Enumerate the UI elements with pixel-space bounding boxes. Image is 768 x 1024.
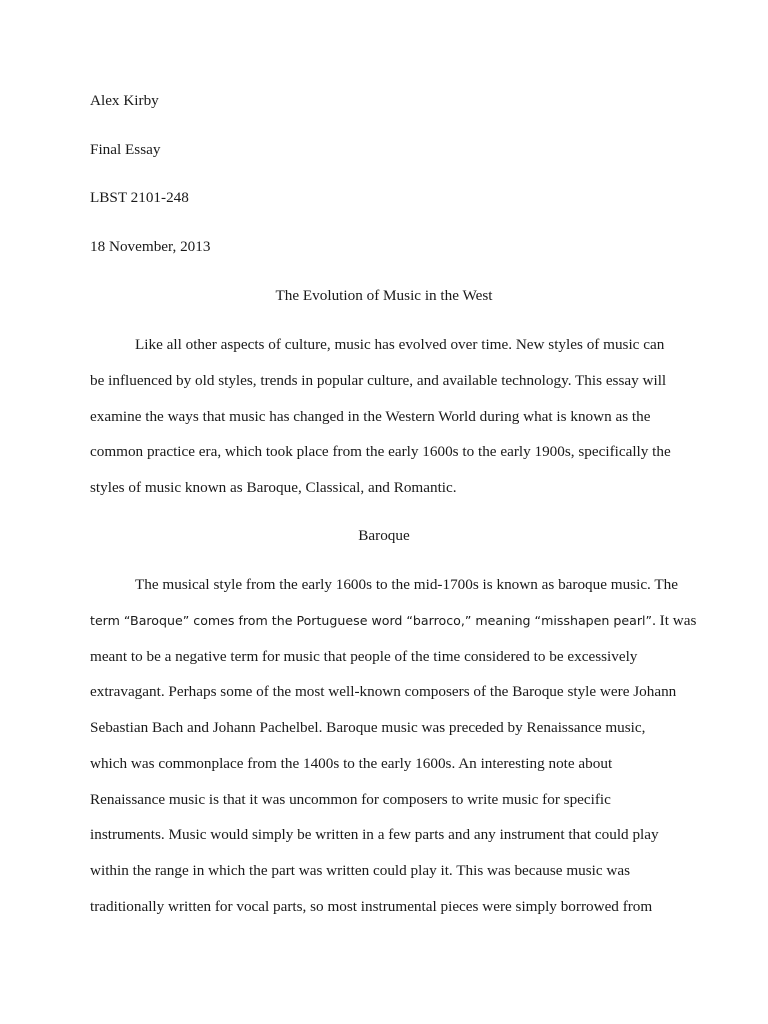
baroque-line: extravagant. Perhaps some of the most well-known composers of the Baroque style were Johann	[90, 683, 677, 700]
intro-line: styles of music known as Baroque, Classical, and Romantic.	[90, 479, 457, 496]
baroque-line-mixed-font	[90, 611, 696, 631]
baroque-line: which was commonplace from the 1400s to the early 1600s. An interesting note about	[90, 755, 613, 772]
intro-line: Like all other aspects of culture, music has evolved over time. New styles of music can	[135, 336, 665, 353]
baroque-line: meant to be a negative term for music that people of the time considered to be excessively	[90, 648, 638, 665]
section-heading-baroque: Baroque	[358, 527, 410, 544]
baroque-line: instruments. Music would simply be written in a few parts and any instrument that could play	[90, 826, 659, 843]
course-code: LBST 2101-248	[90, 189, 189, 206]
intro-line: common practice era, which took place from the early 1600s to the early 1900s, specifically the	[90, 443, 671, 460]
baroque-line: The musical style from the early 1600s to the mid-1700s is known as baroque music. The	[135, 576, 678, 593]
baroque-line-continuation: . It was	[652, 612, 697, 629]
intro-line: examine the ways that music has changed in the Western World during what is known as the	[90, 408, 651, 425]
intro-line: be influenced by old styles, trends in popular culture, and available technology. This essay will	[90, 372, 667, 389]
baroque-line: traditionally written for vocal parts, so most instrumental pieces were simply borrowed from	[90, 898, 653, 915]
baroque-line: within the range in which the part was written could play it. This was because music was	[90, 862, 631, 879]
essay-title: The Evolution of Music in the West	[275, 287, 493, 304]
baroque-line: Sebastian Bach and Johann Pachelbel. Baroque music was preceded by Renaissance music,	[90, 719, 646, 736]
author-name: Alex Kirby	[90, 92, 159, 109]
baroque-quote-text: term “Baroque” comes from the Portuguese word “barroco,” meaning “misshapen pearl”	[90, 613, 653, 628]
baroque-line: Renaissance music is that it was uncommon for composers to write music for specific	[90, 791, 611, 808]
assignment-title: Final Essay	[90, 141, 161, 158]
essay-date: 18 November, 2013	[90, 238, 211, 255]
